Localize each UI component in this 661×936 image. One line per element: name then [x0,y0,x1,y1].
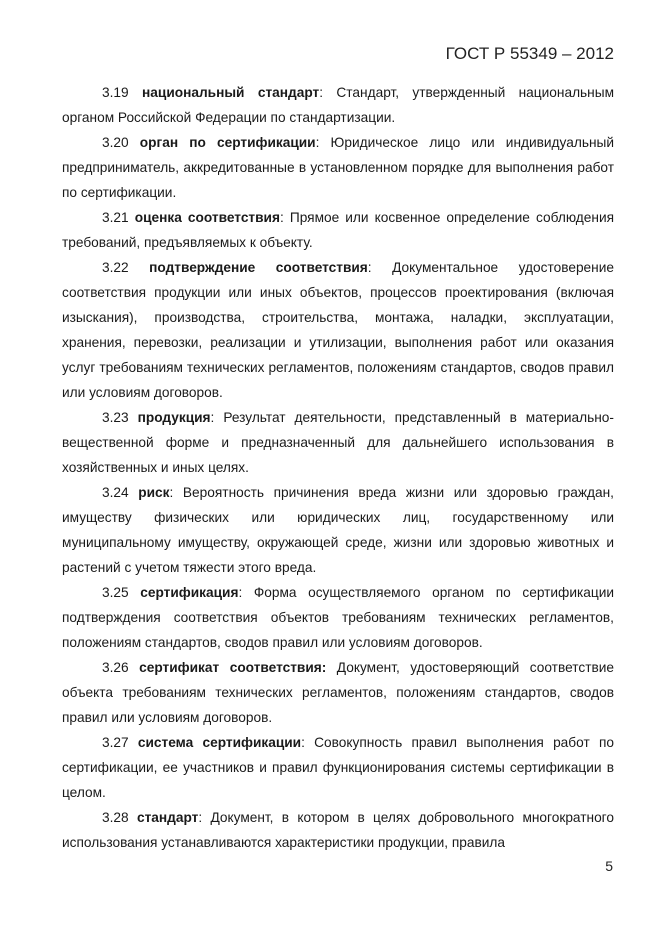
entry-separator: : [238,585,243,600]
entry-term: риск [138,485,170,500]
entry-number: 3.21 [102,210,129,225]
entry-separator: : [210,410,215,425]
entry-term: оценка соответствия [134,210,280,225]
entry-definition: Юридическое лицо или индивидуальный предприниматель, аккредитованные в установленном порядке для выполнения работ по сертификации. [62,135,615,200]
term-entry-3-27 [62,730,614,805]
entry-definition: Документ, в котором в целях добровольного многократного использования устанавливаются характеристики продукции, правила [62,810,614,850]
entry-term: система сертификации [137,735,302,750]
entry-number: 3.23 [102,410,129,425]
entry-term: стандарт [136,810,199,825]
entry-number: 3.19 [102,85,129,100]
term-entry-3-25 [62,580,614,655]
entry-number: 3.22 [102,260,129,275]
entry-separator: : [319,85,324,100]
entry-separator: : [301,735,305,750]
term-entry-3-19 [62,80,614,130]
entry-term: сертификат соответствия: [139,660,327,675]
entry-separator: : [315,135,320,150]
entry-definition: Стандарт, утвержденный национальным органом Российской Федерации по стандартизации. [62,85,614,125]
entry-number: 3.25 [102,585,129,600]
entry-number: 3.28 [102,810,129,825]
term-entry-3-28 [62,805,614,855]
term-entry-3-26 [62,655,614,730]
document-code: ГОСТ Р 55349 – 2012 [445,44,614,63]
term-entry-3-20 [62,130,614,205]
entry-term: подтверждение соответствия [149,260,368,275]
entry-definition: Документ, удостоверяющий соответствие объекта требованиям технических регламентов, положениям стандартов, сводов правил или условиям договоров. [62,660,614,725]
entry-separator: : [198,810,203,825]
entry-term: орган по сертификации [139,135,316,150]
entry-definition: Прямое или косвенное определение соблюдения требований, предъявляемых к объекту. [62,210,614,250]
term-entry-3-22 [62,255,614,405]
entry-separator: : [279,210,284,225]
entry-definition: Совокупность правил выполнения работ по сертификации, ее участников и правил функционирования системы сертификации в целом. [62,735,614,800]
term-entry-3-21 [62,205,614,255]
entry-definition: Форма осуществляемого органом по сертификации подтверждения соответствия объектов требованиям технических регламентов, положениям стандартов, сводов правил или условиям договоров. [62,585,614,650]
entry-definition: Результат деятельности, представленный в материально-вещественной форме и предназначенный для дальнейшего использования в хозяйственных и иных целях. [62,410,614,475]
term-entry-3-24 [62,480,614,580]
entry-separator: : [367,260,372,275]
entry-number: 3.24 [102,485,129,500]
entry-definition: Документальное удостоверение соответствия продукции или иных объектов, процессов проектирования (включая изыскания), производства, строительства, монтажа, наладки, эксплуатации, хранения, перевозки, реализации и утилизации, выполнения работ или оказания услуг требованиям технических регламентов, положениям стандартов, сводов правил или условиям договоров. [62,260,614,400]
entry-definition: Вероятность причинения вреда жизни или здоровью граждан, имуществу физических или юридических лиц, государственному или муниципальному имуществу, окружающей среде, жизни или здоровью животных и растений с учетом тяжести этого вреда. [62,485,614,575]
terms-list [62,80,614,855]
entry-term: сертификация [140,585,239,600]
entry-separator: : [169,485,174,500]
entry-number: 3.27 [102,735,129,750]
entry-number: 3.20 [102,135,129,150]
entry-number: 3.26 [102,660,129,675]
entry-term: продукция [137,410,211,425]
page-number: 5 [605,858,613,874]
term-entry-3-23 [62,405,614,480]
entry-term: национальный стандарт [142,85,320,100]
